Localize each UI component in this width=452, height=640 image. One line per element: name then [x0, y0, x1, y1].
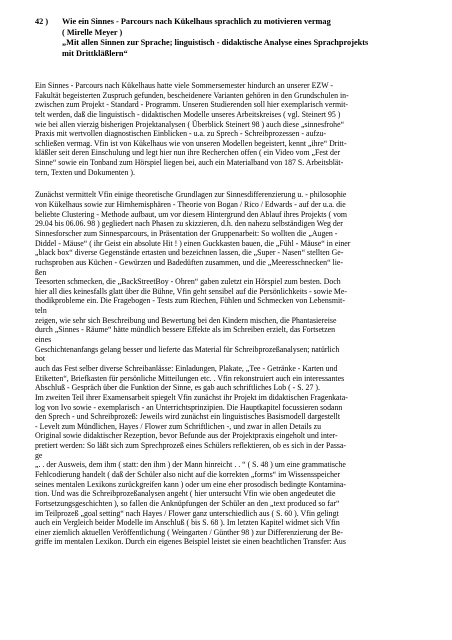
- text-line: log von Ivo sowie - exemplarisch - an Unterrichtsprinzipien. Die Hauptkapitel focussieren sodann: [35, 402, 343, 412]
- text-line: eines: [35, 335, 52, 345]
- text-line: ruchsproben aus Küchen - Gewürzen und Badedüften zusammen, und die „Meeresschnecken“ lie-: [35, 257, 343, 267]
- text-line: Diddel - Mäuse“ ( ihr Geist ein absolute Hit ! ) einen Guckkasten bauen, die „Fühl - Mäuse“ in einer: [35, 238, 351, 248]
- text-line: auch das Fest selber diverse Schreibanlässe: Einladungen, Plakate, „Tee - Getränke - Karten und: [35, 363, 338, 373]
- review-number: 42 ): [35, 17, 49, 26]
- text-line: Zunächst vermittelt Vfin einige theoretische Grundlagen zur Sinnesdifferenzierung u. - philosophie: [35, 190, 347, 200]
- text-line: Fehlcodierung handelt ( daß der Schüler also nicht auf die korrekten „forms“ im Wissensspeicher: [35, 469, 341, 479]
- text-line: wie bei allen vierzig bisherigen Projektanalysen ( Überblick Steinert 98 ) auch diese „sinnesfrohe“: [35, 119, 345, 129]
- text-line: durch „Sinnes - Räume“ hätte mündlich bessere Effekte als im Schreiben erzielt, das Fortsetzen: [35, 325, 335, 335]
- text-line: griffe im mentalen Lexikon. Durch ein eigenes Beispiel leistet sie einen beachtlichen Transfer: Aus: [35, 537, 346, 547]
- text-line: seines mentalen Lexikons zurückgreifen kann ) oder um eine eher prosodisch bedingte Kontamina-: [35, 479, 347, 489]
- text-line: Sinne“ sowie ein Tonband zum Hörspiel liegen bei, auch ein Materialband von 187 S. Arbeitsblät-: [35, 158, 344, 168]
- text-line: Ein Sinnes - Parcours nach Kükelhaus hatte viele Sommersemester hindurch an unserer EZW -: [35, 81, 334, 90]
- review-header: [35, 17, 435, 59]
- text-line: - Levelt zum Mündlichen, Hayes / Flower zum Schriftlichen -, und zwar in allen Details zu: [35, 421, 321, 431]
- header-title: Wie ein Sinnes - Parcours nach Kükelhaus sprachlich zu motivieren vermag: [62, 17, 331, 26]
- text-line: teln: [35, 306, 47, 316]
- text-line: Geschichtenanfangs gelang besser und lieferte das Material für Schreibprozeßanalysen; natürlich: [35, 344, 340, 354]
- text-line: den Sprech - und Schreibprozeß: Jeweils wird zunächst ein linguistisches Basismodell dargestellt: [35, 412, 341, 422]
- text-line: Original sowie didaktischer Rezeption, bevor Befunde aus der Projektpraxis eingeholt und inter-: [35, 431, 338, 441]
- text-line: zeigen, wie sehr sich Beschreibung und Bewertung bei den Kindern mischen, die Phantasiereise: [35, 315, 337, 325]
- text-line: beliebte Clustering - Methode aufbaut, um vor diesem Hintergrund den Ablauf ihres Projekts ( vom: [35, 209, 348, 219]
- text-line: ge: [35, 450, 43, 460]
- text-line: bot: [35, 354, 46, 364]
- text-line: im Teilprozeß „goal setting“ nach Hayes / Flower ganz unterschiedlich aus ( S. 60 ). Vfin gelingt: [35, 508, 339, 518]
- header-subtitle-2: mit Drittkläßlern“: [62, 48, 128, 58]
- text-line: schließen vermag. Vfin ist von Kükelhaus wie von unseren Modellen begeistert, kennt „ihre“ Dritt-: [35, 138, 347, 148]
- review-body: [35, 81, 445, 547]
- paragraph-2: [35, 190, 445, 547]
- text-line: auch ein Vergleich beider Modelle im Anschluß ( bis S. 68 ). Im letzten Kapitel widmet sich Vfin: [35, 518, 340, 528]
- text-line: tion. Und was die Schreibprozeßanalysen angeht ( hier untersucht Vfin wie oben angedeutet die: [35, 489, 336, 499]
- text-line: kläßler seit deren Einschulung und legt hier nun ihre Recherchen offen ( ein Video vom „Fest der: [35, 148, 341, 158]
- text-line: thodikprobleme ein. Die Fragebogen - Tests zum Riechen, Fühlen und Schmecken von Lebensmit-: [35, 296, 345, 306]
- paragraph-gap: [35, 177, 445, 190]
- header-subtitle-1: „Mit allen Sinnen zur Sprache; linguistisch - didaktische Analyse eines Sprachprojekts: [62, 38, 369, 48]
- text-line: telt werden, daß die linguistisch - didaktischen Modelle unseres Arbeitskreises ( vgl. Steinert 95 ): [35, 109, 341, 119]
- text-line: Sinnesforscher zum Sinnesparcours, in Präsentation der Gruppenarbeit: So wollten die „Augen -: [35, 228, 338, 238]
- text-line: Teesorten schmecken, die „BackStreetBoy - Ohren“ gaben zuletzt ein Hörspiel zum besten. Doch: [35, 277, 341, 287]
- paragraph-1: [35, 81, 445, 177]
- header-title-line: [35, 17, 435, 28]
- text-line: zwischen zum Projekt - Standard - Programm. Unseren Studierenden soll hier exemplarisch vermit-: [35, 100, 349, 110]
- text-line: „black box“ diverse Gegenstände ertasten und bezeichnen lassen, die „Super - Nasen“ stellten Ge-: [35, 248, 344, 258]
- text-line: „. . der Ausweis, dem ihm ( statt: den ihm ) der Mann hinreicht . . “ ( S. 48 ) um eine grammatische: [35, 460, 346, 470]
- text-line: Fortsetzungsgeschichten ), so fallen die Anknüpfungen der Schüler an den „text produced so far“: [35, 498, 340, 508]
- text-line: Praxis mit wertvollen diagnostischen Einblicken - u.a. zu Sprech - Schreibprozessen - aufzu-: [35, 129, 327, 139]
- text-line: hier all dies keinesfalls glatt über die Bühne, Vfin geht sensibel auf die Persönlichkeits - sowie Me-: [35, 286, 348, 296]
- text-line: ßen: [35, 267, 47, 277]
- text-line: einer ziemlich aktuellen Veröffentlichung ( Weingarten / Günther 98 ) zur Differenzierung der Be-: [35, 527, 343, 537]
- header-author: ( Mirelle Meyer ): [62, 27, 123, 37]
- text-line: 29.04 bis 06.06. 98 ) gegliedert nach Phasen zu skizzieren, d.h. den nahezu selbständigen Weg der: [35, 219, 343, 229]
- text-line: tern, Texten und Dokumenten ).: [35, 167, 135, 177]
- text-line: von Kükelhaus sowie zur Hirnhemisphären - Theorie von Bogan / Rico / Edwards - auf der u.a. die: [35, 200, 346, 210]
- text-line: Im zweiten Teil ihrer Examensarbeit spiegelt Vfin zunächst ihr Projekt im didaktischen Fragenkata-: [35, 392, 348, 402]
- text-line: Etiketten“, Briefkasten für persönliche Mitteilungen etc. . Vfin rekonstruiert auch ein interessantes: [35, 373, 345, 383]
- text-line: pretiert werden: So läßt sich zum Sprechprozeß eines Schülers reflektieren, ob es sich in der Passa-: [35, 441, 347, 451]
- text-line: Fakultät begeisterten Zuspruch gefunden, bescheidenere Varianten gehören in den Grundschulen in-: [35, 90, 349, 100]
- text-line: Abschluß - Gespräch über die Funktion der Sinne, es gab auch schriftliches Lob ( - S. 27 ).: [35, 383, 320, 393]
